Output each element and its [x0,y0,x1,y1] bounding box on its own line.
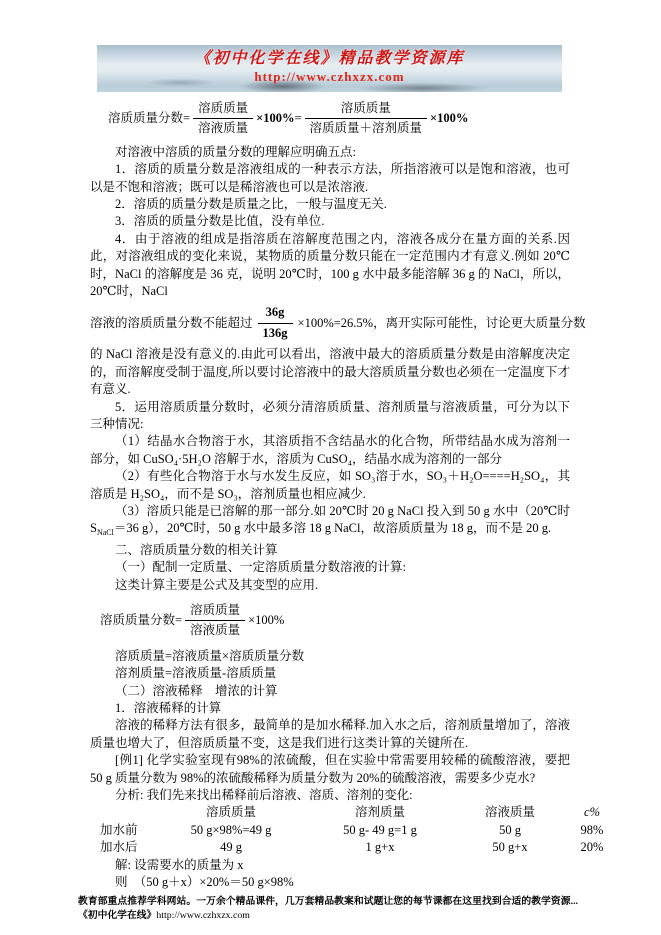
formula-lhs: 溶质质量分数= [100,613,183,628]
subsection-1-text: 这类计算主要是公式及其变型的应用. [115,577,319,592]
table-row-after-water [90,839,604,856]
fraction-numerator: 溶质质量 [185,602,245,621]
point-1: 1．溶质的质量分数是溶液组成的一种表示方法，所指溶液可以是饱和溶液，也可以是不饱和溶液；既可以是稀溶液也可以是浓溶液. [90,162,570,194]
fraction-denominator: 溶液质量 [198,121,249,136]
fraction [193,100,253,138]
cell-solution: 50 g+x [492,840,528,855]
dilution-table [90,804,604,856]
row-label: 加水前 [100,822,138,837]
times-100-percent: ×100% [248,613,285,628]
fraction-denominator: 溶质质量＋溶剂质量 [309,121,423,136]
fraction [305,100,428,138]
fraction-numerator: 溶质质量 [193,100,253,119]
case-2: （2）有些化合物溶于水与水发生反应，如 SO₃溶于水，SO₃＋H₂O====H₂SO₄，其溶质是 H₂SO₄，而不是 SO₃，溶剂质量也相应减少. [90,469,570,501]
subsection-2-heading: （二）溶液稀释 增浓的计算 [115,683,278,698]
fraction [258,304,293,342]
solution-setup-line: 解: 设需要水的质量为 x [115,857,244,872]
row-label: 加水后 [100,840,138,855]
table-header-empty [90,804,156,821]
cell-solvent: 50 g- 49 g=1 g [343,822,417,837]
table-row-before-water [90,822,604,839]
formula-mass-fraction-short [100,602,570,640]
point-3: 3．溶质的质量分数是比值，没有单位. [115,214,325,229]
equation-solute-mass: 溶质质量=溶液质量×溶质质量分数 [115,648,305,663]
example-1-statement: [例1] 化学实验室现有98%的浓硫酸，但在实验中常需要用较稀的硫酸溶液，要把 50 g 质量分数为 98%的浓硫酸稀释为质量分数为 20%的硫酸溶液，需要多少克水? [90,753,570,785]
intro-paragraph: 对溶液中溶质的质量分数的理解应明确五点: [115,144,356,159]
table-header-solute: 溶质质量 [205,805,256,820]
item-1-text: 溶液的稀释方法有很多，最简单的是加水稀释.加入水之后，溶剂质量增加了，溶液质量也增大了，但溶质质量不变，这是我们进行这类计算的关键所在. [90,718,570,750]
table-header-concentration: c% [584,805,600,820]
formula-lhs: 溶质质量分数= [108,111,191,126]
fraction-line-prefix: 溶液的溶质质量分数不能超过 [90,315,253,330]
subsection-1-heading: （一）配制一定质量、一定溶质质量分数溶液的计算: [115,560,406,575]
times-100-percent: ×100% [430,111,469,126]
cell-percent: 20% [580,840,604,855]
footer-promo [78,895,578,922]
case-1: （1）结晶水合物溶于水，其溶质指不含结晶水的化合物，所带结晶水成为溶剂一部分，如 CuSO₄·5H₂O 溶解于水，溶质为 CuSO₄，结晶水成为溶剂的一部分 [90,434,570,466]
fraction-numerator: 36g [258,304,293,323]
fraction-denominator: 136g [262,325,288,340]
cell-percent: 98% [580,822,604,837]
times-100-percent: ×100% [256,111,295,126]
case-3 [90,503,570,542]
formula-mass-fraction-definition [108,100,570,138]
fraction-numerator: 溶质质量 [305,100,428,119]
case-3-text: （3）溶质只能是已溶解的那一部分.如 20℃时 20 g NaCl 投入到 50 g 水中（20℃时 S [90,503,570,536]
equation-solvent-mass: 溶剂质量=溶液质量-溶质质量 [115,666,277,681]
point-5: 5．运用溶质质量分数时，必须分清溶质质量、溶剂质量与溶液质量，可分为以下三种情况: [90,399,570,431]
fraction-line-suffix: ×100%=26.5%，离开实际可能性，讨论更大质量分数 [297,315,586,330]
point-4-part1: 4．由于溶液的组成是指溶质在溶解度范围之内，溶液各成分在量方面的关系.因此，对溶液组成的变化来说，某物质的质量分数只能在一定范围内才有意义.例如 20℃时，NaCl 的溶解度是 36 克，说明 20℃时，100 g 水中最多能溶解 36 g 的 NaCl，所以，20℃时，NaCl [90,231,570,299]
table-header-solution: 溶液质量 [484,805,535,820]
footer-url-link[interactable]: http://www.czhxzx.com [156,909,250,921]
table-header-solvent: 溶剂质量 [354,805,405,820]
cell-solute: 50 g×98%=49 g [190,822,272,837]
document-content [78,45,604,922]
example-1-analysis: 分析: 我们先来找出稀释前后溶液、溶质、溶剂的变化: [115,788,413,803]
cell-solution: 50 g [499,822,521,837]
point-4-part2: 的 NaCl 溶液是没有意义的.由此可以看出，溶液中最大的溶质质量分数是由溶解度决定的，而溶解度受制于温度,所以要讨论溶液中的最大溶质质量分数也必须在一定温度下才有意义. [90,347,570,397]
cell-solute: 49 g [220,840,242,855]
subscript-nacl: NaCl [96,528,114,538]
section-2-heading: 二、溶质质量分数的相关计算 [115,542,278,557]
item-1-heading: 1．溶液稀释的计算 [115,701,222,715]
footer-text: 教育部重点推荐学科网站。一万余个精品课件，几万套精品教案和试题让您的每节课都在这里找到合适的教学资源...《初中化学在线》 [78,896,578,921]
solution-equation-line: 则 （50 g＋x）×20%＝50 g×98% [115,875,294,890]
point-4-fraction-line [90,304,586,342]
point-2: 2．溶质的质量分数是质量之比，一般与温度无关. [115,197,387,212]
fraction-denominator: 溶液质量 [190,623,241,638]
cell-solvent: 1 g+x [365,840,395,855]
banner-url-link[interactable]: http://www.czhxzx.com [254,69,405,84]
case-3-text-2: ＝36 g），20℃时，50 g 水中最多溶 18 g NaCl，故溶质质量为 18 g，而不是 20 g. [113,521,552,536]
banner-image [97,45,562,92]
table-header-row [90,804,600,821]
banner-title: 《初中化学在线》精品教学资源库 [194,50,465,67]
fraction [185,602,245,640]
equals-sign: = [294,111,302,126]
